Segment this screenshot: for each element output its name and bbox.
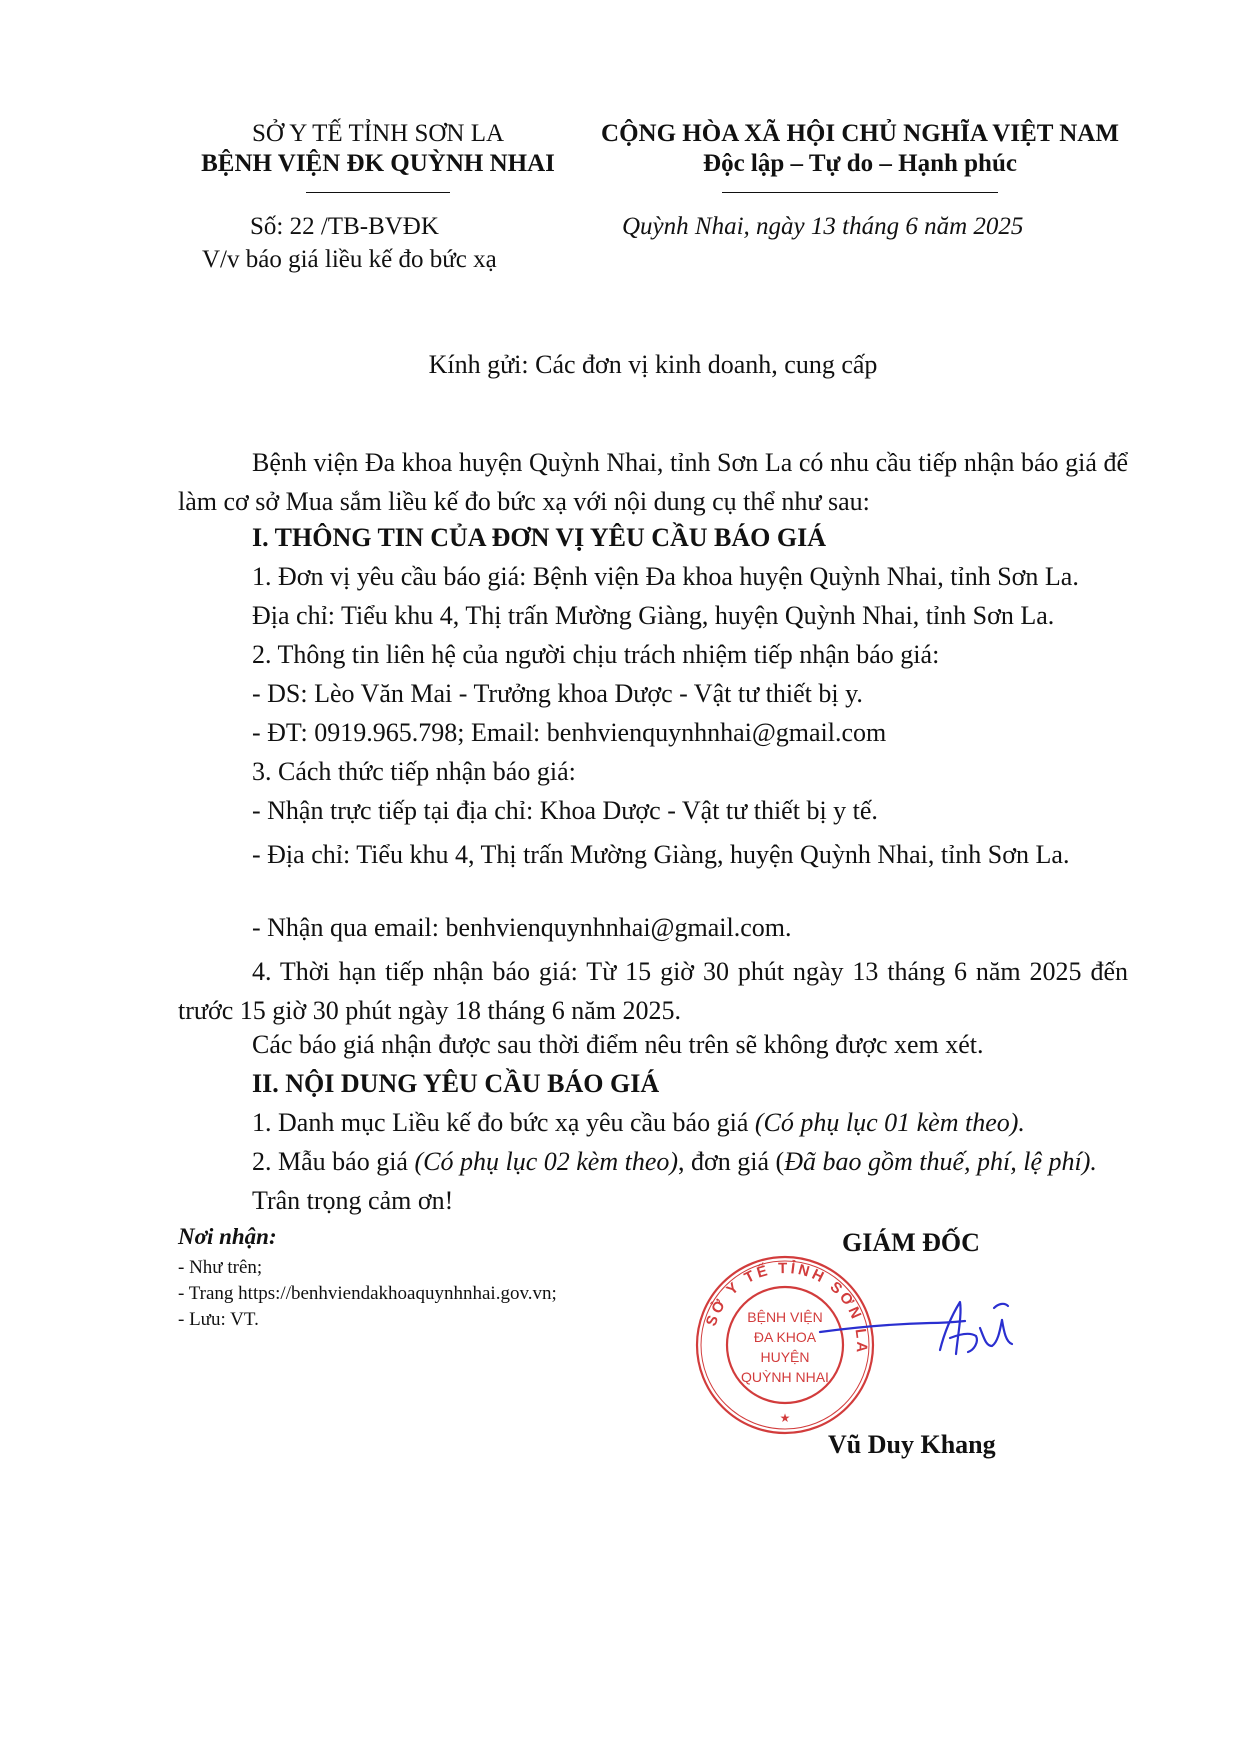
recipient-item: - Trang https://benhviendakhoaquynhnhai.gov.vn; bbox=[178, 1283, 557, 1304]
section-2-title: II. NỘI DUNG YÊU CẦU BÁO GIÁ bbox=[252, 1069, 660, 1098]
signatory-title: GIÁM ĐỐC bbox=[842, 1228, 980, 1257]
recipient-item: - Như trên; bbox=[178, 1257, 263, 1278]
seal-line-3: HUYỆN bbox=[760, 1349, 810, 1365]
section-1-item-2: 2. Thông tin liên hệ của người chịu trách nhiệm tiếp nhận báo giá: bbox=[252, 640, 940, 669]
direct-receipt-address: - Địa chỉ: Tiểu khu 4, Thị trấn Mường Giàng, huyện Quỳnh Nhai, tỉnh Sơn La. bbox=[252, 840, 1070, 869]
section-2-item-1-note: (Có phụ lục 01 kèm theo). bbox=[754, 1108, 1025, 1137]
right-header-rule bbox=[722, 192, 998, 193]
seal-outer-text: SỞ Y TẾ TỈNH SƠN LA bbox=[702, 1259, 871, 1356]
section-2-item-2 bbox=[252, 1147, 1097, 1177]
section-1-item-4: 4. Thời hạn tiếp nhận báo giá: Từ 15 giờ 30 phút ngày 13 tháng 6 năm 2025 đến trước 15 giờ 30 phút ngày 18 tháng 6 năm 2025. bbox=[178, 957, 1128, 1025]
section-2-item-2-text: 2. Mẫu báo giá bbox=[252, 1147, 415, 1176]
seal-line-1: BỆNH VIỆN bbox=[747, 1309, 823, 1325]
late-submission-note: Các báo giá nhận được sau thời điểm nêu trên sẽ không được xem xét. bbox=[252, 1030, 984, 1059]
recipient-item: - Lưu: VT. bbox=[178, 1309, 259, 1330]
section-1-item-3: 3. Cách thức tiếp nhận báo giá: bbox=[252, 757, 576, 786]
section-2-item-1 bbox=[252, 1108, 1025, 1138]
seal-line-4: QUỲNH NHAI bbox=[741, 1369, 829, 1385]
section-2-item-2-note-2: Đã bao gồm thuế, phí, lệ phí). bbox=[784, 1147, 1097, 1176]
national-motto: Độc lập – Tự do – Hạnh phúc bbox=[703, 150, 1017, 177]
signatory-name: Vũ Duy Khang bbox=[828, 1430, 996, 1459]
handwritten-signature-icon bbox=[780, 1290, 1040, 1380]
department-name: SỞ Y TẾ TỈNH SƠN LA bbox=[251, 120, 505, 147]
section-1-title: I. THÔNG TIN CỦA ĐƠN VỊ YÊU CẦU BÁO GIÁ bbox=[252, 523, 827, 552]
thanks-line: Trân trọng cảm ơn! bbox=[252, 1186, 454, 1215]
section-2-item-2-note: (Có phụ lục 02 kèm theo) bbox=[414, 1147, 679, 1176]
contact-phone-email: - ĐT: 0919.965.798; Email: benhvienquynhnhai@gmail.com bbox=[252, 718, 887, 747]
section-2-item-2-mid: , đơn giá ( bbox=[678, 1147, 785, 1176]
section-2-item-1-text: 1. Danh mục Liều kế đo bức xạ yêu cầu báo giá bbox=[252, 1108, 755, 1137]
intro-paragraph: Bệnh viện Đa khoa huyện Quỳnh Nhai, tỉnh Sơn La có nhu cầu tiếp nhận báo giá để làm cơ sở Mua sắm liều kế đo bức xạ với nội dung cụ thể như sau: bbox=[178, 448, 1128, 516]
document-subject: V/v báo giá liều kế đo bức xạ bbox=[202, 246, 497, 273]
section-1-address: Địa chỉ: Tiểu khu 4, Thị trấn Mường Giàng, huyện Quỳnh Nhai, tỉnh Sơn La. bbox=[252, 601, 1055, 630]
section-1-item-1: 1. Đơn vị yêu cầu báo giá: Bệnh viện Đa khoa huyện Quỳnh Nhai, tỉnh Sơn La. bbox=[252, 562, 1079, 591]
recipients-title: Nơi nhận: bbox=[178, 1224, 277, 1249]
seal-line-2: ĐA KHOA bbox=[753, 1329, 817, 1345]
contact-name: - DS: Lèo Văn Mai - Trưởng khoa Dược - Vật tư thiết bị y. bbox=[252, 679, 863, 708]
country-name: CỘNG HÒA XÃ HỘI CHỦ NGHĨA VIỆT NAM bbox=[601, 120, 1119, 147]
document-number: Số: 22 /TB-BVĐK bbox=[250, 213, 439, 240]
email-receipt: - Nhận qua email: benhvienquynhnhai@gmail.com. bbox=[252, 913, 792, 942]
recipient-line: Kính gửi: Các đơn vị kinh doanh, cung cấp bbox=[428, 350, 878, 379]
direct-receipt: - Nhận trực tiếp tại địa chỉ: Khoa Dược - Vật tư thiết bị y tế. bbox=[252, 796, 878, 825]
hospital-name: BỆNH VIỆN ĐK QUỲNH NHAI bbox=[201, 150, 555, 177]
left-header-rule bbox=[306, 192, 450, 193]
seal-star-icon: ★ bbox=[779, 1411, 791, 1425]
place-and-date: Quỳnh Nhai, ngày 13 tháng 6 năm 2025 bbox=[622, 213, 1024, 240]
